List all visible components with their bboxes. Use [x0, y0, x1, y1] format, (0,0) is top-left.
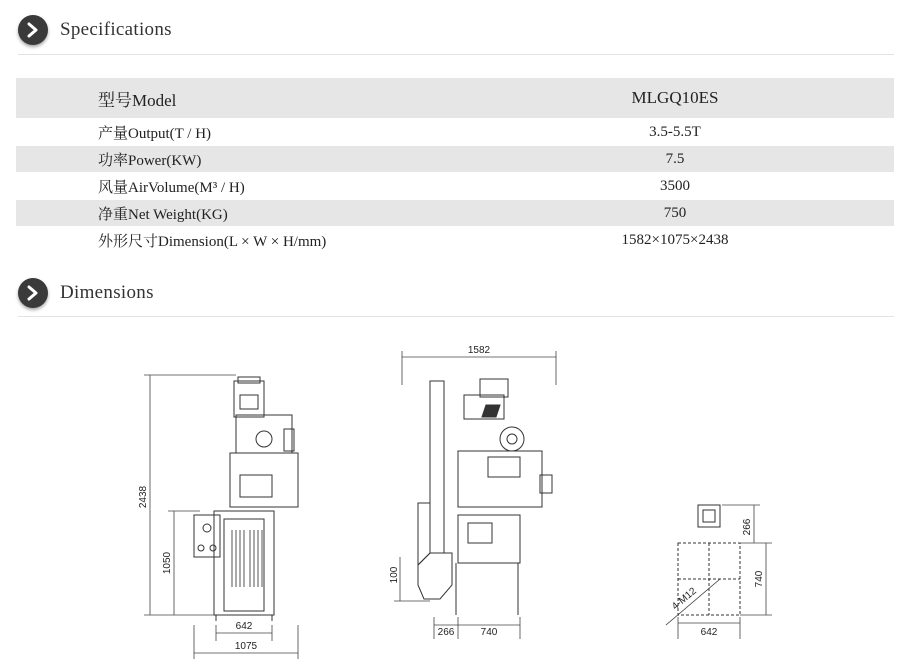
specifications-table	[16, 78, 894, 253]
side-offset-label: 266	[437, 627, 455, 638]
side-width-total-label: 1582	[467, 345, 491, 356]
model-value: MLGQ10ES	[456, 78, 894, 119]
footprint-top-label: 266	[742, 518, 753, 536]
side-view-dimension-lines	[394, 351, 556, 639]
front-view-drawing	[194, 377, 298, 621]
specifications-header	[18, 12, 172, 48]
row-value: 3500	[456, 173, 894, 200]
table-row	[16, 200, 894, 227]
side-height-base-label: 100	[389, 566, 400, 584]
chevron-right-icon	[18, 278, 48, 308]
front-width-total-label: 1075	[234, 641, 258, 652]
side-width-base-label: 740	[480, 627, 498, 638]
table-row	[16, 146, 894, 173]
table-row	[16, 227, 894, 254]
footprint-depth-label: 740	[754, 570, 765, 588]
row-value: 7.5	[456, 146, 894, 173]
dimensions-header	[18, 275, 154, 311]
dimensions-title: Dimensions	[60, 282, 154, 303]
specifications-title: Specifications	[60, 19, 172, 40]
chevron-right-icon	[18, 15, 48, 45]
table-header-row	[16, 78, 894, 119]
row-value: 3.5-5.5T	[456, 119, 894, 146]
row-value: 1582×1075×2438	[456, 227, 894, 254]
row-label: 外形尺寸Dimension(L × W × H/mm)	[16, 227, 456, 254]
section-divider	[18, 54, 894, 55]
table-row	[16, 119, 894, 146]
table-row	[16, 173, 894, 200]
row-label: 风量AirVolume(M³ / H)	[16, 173, 456, 200]
model-label: 型号Model	[16, 78, 456, 119]
side-view-drawing	[418, 379, 552, 615]
front-width-inner-label: 642	[235, 621, 253, 632]
section-divider	[18, 316, 894, 317]
row-label: 净重Net Weight(KG)	[16, 200, 456, 227]
front-height-total-label: 2438	[138, 485, 149, 509]
row-value: 750	[456, 200, 894, 227]
footprint-bolts-label: 4-M12	[669, 585, 699, 613]
dimension-drawings	[0, 325, 920, 660]
front-view-dimension-lines	[144, 375, 298, 659]
front-height-lower-label: 1050	[162, 551, 173, 575]
row-label: 功率Power(KW)	[16, 146, 456, 173]
row-label: 产量Output(T / H)	[16, 119, 456, 146]
footprint-width-label: 642	[700, 627, 718, 638]
